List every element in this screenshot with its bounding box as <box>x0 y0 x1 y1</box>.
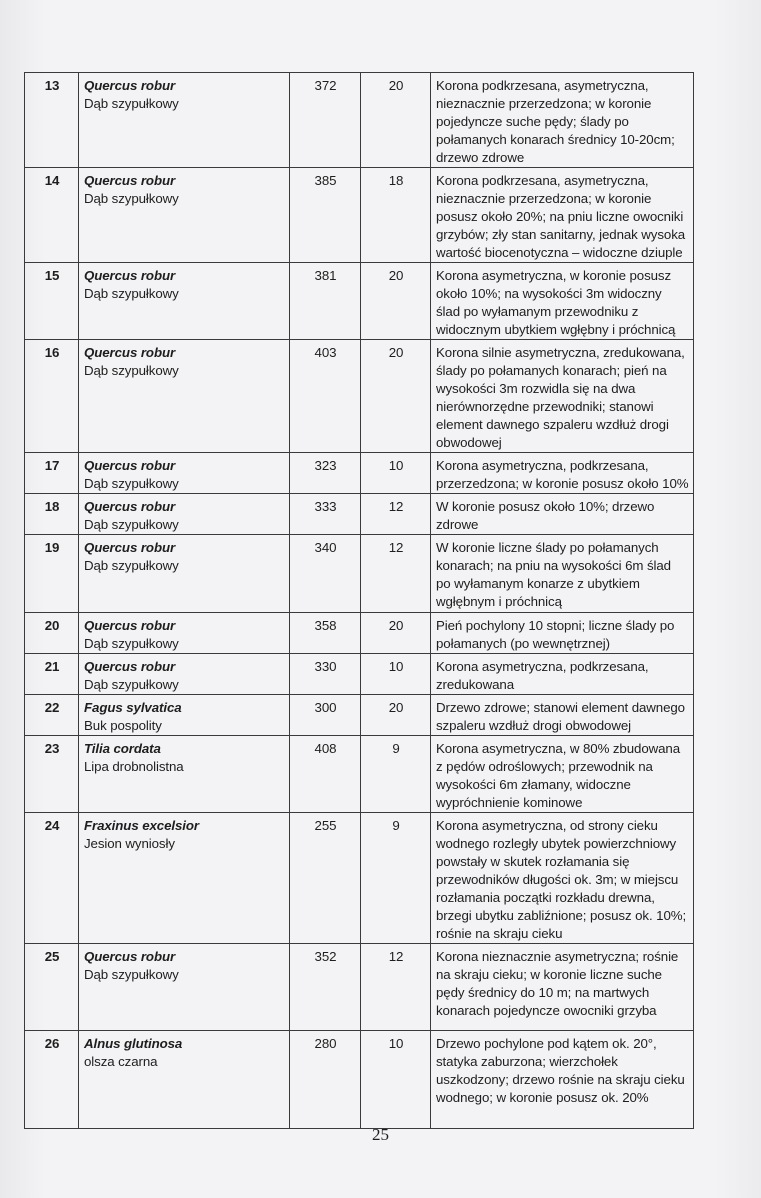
species-cell <box>79 654 290 695</box>
tree-height: 20 <box>361 73 431 168</box>
species-polish-name: Jesion wyniosły <box>84 836 175 851</box>
species-latin-name: Quercus robur <box>84 659 176 674</box>
table-row <box>25 340 694 453</box>
trunk-circumference: 358 <box>290 613 361 654</box>
tree-height: 20 <box>361 263 431 340</box>
tree-height: 12 <box>361 535 431 613</box>
table-row <box>25 263 694 340</box>
table-row <box>25 695 694 736</box>
species-latin-name: Quercus robur <box>84 499 176 514</box>
tree-height: 12 <box>361 944 431 1031</box>
species-latin-name: Fraxinus excelsior <box>84 818 199 833</box>
tree-inventory-table <box>24 72 694 1129</box>
tree-condition-description: Korona asymetryczna, w 80% zbudowana z pędów odroślowych; przewodnik na wysokości 6m złamany, widoczne wypróchnienie kominowe <box>431 736 694 813</box>
tree-condition-description: Korona podkrzesana, asymetryczna, nieznacznie przerzedzona; w koronie posusz około 20%; na pniu liczne owocniki grzybów; zły stan sanitarny, jednak wysoka wartość biocenotyczna – widoczne dziuple <box>431 168 694 263</box>
tree-height: 10 <box>361 654 431 695</box>
tree-condition-description: Drzewo pochylone pod kątem ok. 20°, statyka zaburzona; wierzchołek uszkodzony; drzewo rośnie na skraju cieku wodnego; w koronie posusz ok. 20% <box>431 1031 694 1129</box>
species-cell <box>79 613 290 654</box>
species-polish-name: Dąb szypułkowy <box>84 363 179 378</box>
tree-height: 9 <box>361 736 431 813</box>
tree-number: 23 <box>25 736 79 813</box>
tree-condition-description: Korona nieznacznie asymetryczna; rośnie na skraju cieku; w koronie liczne suche pędy średnicy do 10 m; na martwych konarach pojedyncze owocniki grzyba <box>431 944 694 1031</box>
species-latin-name: Quercus robur <box>84 458 176 473</box>
tree-number: 13 <box>25 73 79 168</box>
tree-number: 20 <box>25 613 79 654</box>
species-polish-name: Dąb szypułkowy <box>84 96 179 111</box>
trunk-circumference: 323 <box>290 453 361 494</box>
species-cell <box>79 263 290 340</box>
species-latin-name: Quercus robur <box>84 268 176 283</box>
tree-height: 10 <box>361 1031 431 1129</box>
tree-number: 25 <box>25 944 79 1031</box>
trunk-circumference: 381 <box>290 263 361 340</box>
table-row <box>25 73 694 168</box>
species-cell <box>79 168 290 263</box>
tree-number: 24 <box>25 813 79 944</box>
species-polish-name: Dąb szypułkowy <box>84 636 179 651</box>
species-latin-name: Alnus glutinosa <box>84 1036 183 1051</box>
species-polish-name: Dąb szypułkowy <box>84 558 179 573</box>
table-row <box>25 535 694 613</box>
species-cell <box>79 494 290 535</box>
tree-height: 20 <box>361 340 431 453</box>
trunk-circumference: 280 <box>290 1031 361 1129</box>
trunk-circumference: 385 <box>290 168 361 263</box>
species-latin-name: Tilia cordata <box>84 741 161 756</box>
species-polish-name: Buk pospolity <box>84 718 162 733</box>
species-latin-name: Quercus robur <box>84 949 176 964</box>
trunk-circumference: 330 <box>290 654 361 695</box>
species-polish-name: Dąb szypułkowy <box>84 517 179 532</box>
species-cell <box>79 453 290 494</box>
species-latin-name: Quercus robur <box>84 78 176 93</box>
tree-height: 20 <box>361 695 431 736</box>
tree-height: 12 <box>361 494 431 535</box>
species-polish-name: Dąb szypułkowy <box>84 476 179 491</box>
species-cell <box>79 736 290 813</box>
species-latin-name: Quercus robur <box>84 540 176 555</box>
tree-height: 10 <box>361 453 431 494</box>
tree-condition-description: Korona asymetryczna, podkrzesana, zredukowana <box>431 654 694 695</box>
tree-condition-description: Korona asymetryczna, w koronie posusz około 10%; na wysokości 3m widoczny ślad po wyłamanym przewodniku z widocznym ubytkiem wgłębny i próchnicą <box>431 263 694 340</box>
page-number: 25 <box>372 1125 389 1144</box>
tree-condition-description: Korona silnie asymetryczna, zredukowana, ślady po połamanych konarach; pień na wysokości 3m rozwidla się na dwa nierównorzędne przewodniki; stanowi element dawnego szpaleru wzdłuż drogi obwodowej <box>431 340 694 453</box>
tree-height: 20 <box>361 613 431 654</box>
table-row <box>25 613 694 654</box>
trunk-circumference: 408 <box>290 736 361 813</box>
tree-height: 9 <box>361 813 431 944</box>
trunk-circumference: 333 <box>290 494 361 535</box>
species-polish-name: Dąb szypułkowy <box>84 191 179 206</box>
trunk-circumference: 352 <box>290 944 361 1031</box>
tree-number: 18 <box>25 494 79 535</box>
species-cell <box>79 535 290 613</box>
tree-number: 16 <box>25 340 79 453</box>
tree-number: 22 <box>25 695 79 736</box>
species-cell <box>79 695 290 736</box>
tree-number: 17 <box>25 453 79 494</box>
tree-condition-description: Drzewo zdrowe; stanowi element dawnego szpaleru wzdłuż drogi obwodowej <box>431 695 694 736</box>
table-row <box>25 1031 694 1129</box>
tree-condition-description: Korona podkrzesana, asymetryczna, nieznacznie przerzedzona; w koronie pojedyncze suche pędy; ślady po połamanych konarach średnicy 10-20cm; drzewo zdrowe <box>431 73 694 168</box>
species-cell <box>79 73 290 168</box>
species-cell <box>79 813 290 944</box>
species-polish-name: Dąb szypułkowy <box>84 967 179 982</box>
species-latin-name: Quercus robur <box>84 173 176 188</box>
tree-number: 19 <box>25 535 79 613</box>
table-row <box>25 168 694 263</box>
trunk-circumference: 372 <box>290 73 361 168</box>
trunk-circumference: 340 <box>290 535 361 613</box>
species-cell <box>79 944 290 1031</box>
tree-number: 15 <box>25 263 79 340</box>
tree-condition-description: Pień pochylony 10 stopni; liczne ślady po połamanych (po wewnętrznej) <box>431 613 694 654</box>
tree-number: 21 <box>25 654 79 695</box>
tree-condition-description: Korona asymetryczna, podkrzesana, przerzedzona; w koronie posusz około 10% <box>431 453 694 494</box>
table-row <box>25 494 694 535</box>
tree-number: 14 <box>25 168 79 263</box>
species-cell <box>79 340 290 453</box>
trunk-circumference: 403 <box>290 340 361 453</box>
species-polish-name: Dąb szypułkowy <box>84 286 179 301</box>
table-row <box>25 944 694 1031</box>
species-polish-name: Dąb szypułkowy <box>84 677 179 692</box>
table-row <box>25 654 694 695</box>
tree-height: 18 <box>361 168 431 263</box>
tree-condition-description: W koronie liczne ślady po połamanych konarach; na pniu na wysokości 6m ślad po wyłamanym konarze z ubytkiem wgłębnym i próchnicą <box>431 535 694 613</box>
species-latin-name: Quercus robur <box>84 345 176 360</box>
table-row <box>25 736 694 813</box>
tree-condition-description: Korona asymetryczna, od strony cieku wodnego rozległy ubytek powierzchniowy powstały w skutek rozłamania się przewodników długości ok. 3m; w miejscu rozłamania początki rozkładu drewna, brzegi ubytku zabliźnione; posusz ok. 10%; rośnie na skraju cieku <box>431 813 694 944</box>
table-row <box>25 453 694 494</box>
species-latin-name: Fagus sylvatica <box>84 700 182 715</box>
species-polish-name: Lipa drobnolistna <box>84 759 184 774</box>
species-latin-name: Quercus robur <box>84 618 176 633</box>
trunk-circumference: 300 <box>290 695 361 736</box>
species-polish-name: olsza czarna <box>84 1054 158 1069</box>
table-row <box>25 813 694 944</box>
tree-number: 26 <box>25 1031 79 1129</box>
species-cell <box>79 1031 290 1129</box>
tree-condition-description: W koronie posusz około 10%; drzewo zdrowe <box>431 494 694 535</box>
trunk-circumference: 255 <box>290 813 361 944</box>
